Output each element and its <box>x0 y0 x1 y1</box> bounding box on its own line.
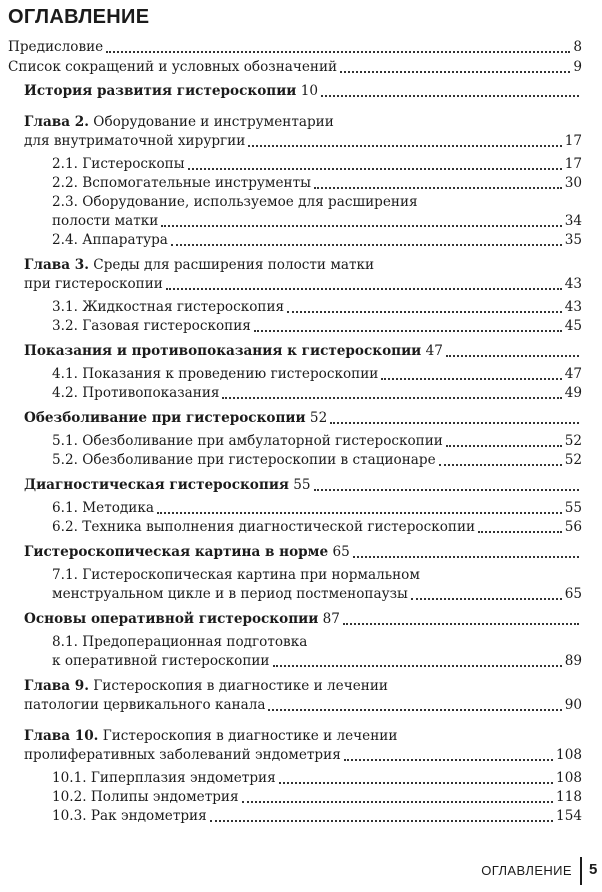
chapter-3-line1-label: Глава 3. <box>24 257 89 273</box>
chapter-2-section-1-page: 17 <box>564 156 582 172</box>
chapter-3-section-1-page: 43 <box>564 299 582 315</box>
chapter-10-section-3-page: 154 <box>556 808 582 824</box>
footer-divider <box>580 857 582 885</box>
chapter-10-section-1-title: 10.1. Гиперплазия эндометрия <box>52 770 276 786</box>
chapter-7-section-1-page: 65 <box>564 586 582 602</box>
chapter-5-section-2[interactable] <box>52 451 582 470</box>
chapter-10-line1-label: Глава 10. <box>24 728 99 744</box>
dot-leader <box>381 378 561 380</box>
chapter-9-line1: Глава 9. Гистероскопия в диагностике и лечении <box>24 678 388 694</box>
chapter-2-section-4[interactable] <box>52 231 582 250</box>
chapter-2-section-3-title: полости матки <box>52 213 159 229</box>
chapter-10-section-2-title: 10.2. Полипы эндометрия <box>52 789 239 805</box>
chapter-9-line1-label: Глава 9. <box>24 678 89 694</box>
chapter-4-section-2-title: 4.2. Противопоказания <box>52 385 220 401</box>
dot-leader <box>161 225 561 227</box>
chapter-2-section-4-title: 2.4. Аппаратура <box>52 232 168 248</box>
chapter-3-section-2-page: 45 <box>564 318 582 334</box>
chapter-3-section-2-title: 3.2. Газовая гистероскопия <box>52 318 251 334</box>
chapter-6-section-1-title: 6.1. Методика <box>52 500 154 516</box>
chapter-1-label: История развития гистероскопии <box>24 83 297 99</box>
chapter-6-section-1[interactable] <box>52 499 582 518</box>
dot-leader <box>330 422 579 424</box>
front-entry-0-title: Предисловие <box>8 39 104 55</box>
chapter-8-section-1-page: 89 <box>564 653 582 669</box>
chapter-6-section-2-page: 56 <box>564 519 582 535</box>
dot-leader <box>279 782 553 784</box>
running-header-label: ОГЛАВЛЕНИЕ <box>481 863 572 878</box>
chapter-4-title: Показания и противопоказания к гистероскопии 47 <box>24 343 443 359</box>
dot-leader <box>248 145 561 147</box>
front-entry-1-title: Список сокращений и условных обозначений <box>8 59 338 75</box>
dot-leader <box>446 445 562 447</box>
chapter-10-page: 108 <box>556 747 582 763</box>
chapter-7-title: Гистероскопическая картина в норме 65 <box>24 544 350 560</box>
chapter-7-section-1[interactable] <box>52 585 582 604</box>
dot-leader <box>446 355 579 357</box>
front-entry-1[interactable] <box>8 58 582 77</box>
chapter-8-section-1[interactable] <box>52 652 582 671</box>
chapter-10-line1: Глава 10. Гистероскопия в диагностике и лечении <box>24 728 398 744</box>
chapter-10-section-1-page: 108 <box>556 770 582 786</box>
dot-leader <box>343 623 579 625</box>
page-number: 5 <box>589 861 598 878</box>
chapter-3[interactable] <box>24 275 582 294</box>
chapter-7-section-1-line1: 7.1. Гистероскопическая картина при нормальном <box>52 567 420 583</box>
chapter-7[interactable] <box>24 543 582 562</box>
page-footer <box>0 857 602 885</box>
chapter-6-title: Диагностическая гистероскопия 55 <box>24 477 311 493</box>
chapter-10-section-2-page: 118 <box>556 789 582 805</box>
chapter-2-section-2-title: 2.2. Вспомогательные инструменты <box>52 175 311 191</box>
chapter-2-section-1-title: 2.1. Гистероскопы <box>52 156 185 172</box>
chapter-2[interactable] <box>24 132 582 151</box>
front-entry-0-page: 8 <box>573 39 582 55</box>
dot-leader <box>314 489 579 491</box>
chapter-2-section-1[interactable] <box>52 155 582 174</box>
chapter-10-section-3[interactable] <box>52 807 582 826</box>
chapter-3-title: при гистероскопии <box>24 276 163 292</box>
chapter-10-section-2[interactable] <box>52 788 582 807</box>
chapter-6-section-1-page: 55 <box>564 500 582 516</box>
dot-leader <box>411 598 562 600</box>
chapter-10-title: пролиферативных заболеваний эндометрия <box>24 747 341 763</box>
chapter-3-section-2[interactable] <box>52 317 582 336</box>
chapter-4-section-2[interactable] <box>52 384 582 403</box>
dot-leader <box>157 512 562 514</box>
front-entry-0[interactable] <box>8 38 582 57</box>
chapter-3-section-1[interactable] <box>52 298 582 317</box>
chapter-4-label: Показания и противопоказания к гистероскопии <box>24 343 422 359</box>
chapter-6-section-2[interactable] <box>52 518 582 537</box>
chapter-8[interactable] <box>24 610 582 629</box>
chapter-3-line1: Глава 3. Среды для расширения полости матки <box>24 257 375 273</box>
dot-leader <box>166 288 562 290</box>
chapter-9[interactable] <box>24 696 582 715</box>
chapter-8-title: Основы оперативной гистероскопии 87 <box>24 611 340 627</box>
dot-leader <box>222 397 561 399</box>
chapter-9-page: 90 <box>564 697 582 713</box>
chapter-4[interactable] <box>24 342 582 361</box>
chapter-6[interactable] <box>24 476 582 495</box>
chapter-5-section-2-page: 52 <box>564 452 582 468</box>
chapter-2-section-4-page: 35 <box>564 232 582 248</box>
dot-leader <box>353 556 579 558</box>
chapter-10[interactable] <box>24 746 582 765</box>
chapter-8-section-1-title: к оперативной гистероскопии <box>52 653 270 669</box>
chapter-6-label: Диагностическая гистероскопия <box>24 477 289 493</box>
chapter-5-label: Обезболивание при гистероскопии <box>24 410 306 426</box>
chapter-2-line1: Глава 2. Оборудование и инструментарии <box>24 114 334 130</box>
chapter-6-section-2-title: 6.2. Техника выполнения диагностической гистероскопии <box>52 519 476 535</box>
dot-leader <box>478 531 562 533</box>
page-heading: ОГЛАВЛЕНИЕ <box>8 6 150 28</box>
chapter-8-label: Основы оперативной гистероскопии <box>24 611 319 627</box>
dot-leader <box>268 709 561 711</box>
chapter-5-section-1-page: 52 <box>564 433 582 449</box>
dot-leader <box>439 464 562 466</box>
chapter-5-title: Обезболивание при гистероскопии 52 <box>24 410 328 426</box>
chapter-2-section-2-page: 30 <box>564 175 582 191</box>
chapter-7-label: Гистероскопическая картина в норме <box>24 544 329 560</box>
chapter-7-section-1-title: менструальном цикле и в период постменопаузы <box>52 586 408 602</box>
chapter-9-title: патологии цервикального канала <box>24 697 266 713</box>
dot-leader <box>287 311 562 313</box>
chapter-2-section-2[interactable] <box>52 174 582 193</box>
chapter-2-page: 17 <box>564 133 582 149</box>
chapter-5-section-1-title: 5.1. Обезболивание при амбулаторной гистероскопии <box>52 433 443 449</box>
chapter-3-section-1-title: 3.1. Жидкостная гистероскопия <box>52 299 285 315</box>
dot-leader <box>340 71 570 73</box>
chapter-2-section-3-line1: 2.3. Оборудование, используемое для расширения <box>52 194 418 210</box>
dot-leader <box>210 820 553 822</box>
chapter-1-title: История развития гистероскопии 10 <box>24 83 319 99</box>
dot-leader <box>242 801 553 803</box>
chapter-4-section-1-page: 47 <box>564 366 582 382</box>
dot-leader <box>273 665 562 667</box>
chapter-2-section-3-page: 34 <box>564 213 582 229</box>
chapter-3-page: 43 <box>564 276 582 292</box>
chapter-5-section-1[interactable] <box>52 432 582 451</box>
chapter-8-section-1-line1: 8.1. Предоперационная подготовка <box>52 634 308 650</box>
dot-leader <box>344 759 553 761</box>
dot-leader <box>106 51 570 53</box>
dot-leader <box>171 244 562 246</box>
chapter-2-title: для внутриматочной хирургии <box>24 133 246 149</box>
chapter-4-section-1-title: 4.1. Показания к проведению гистероскопии <box>52 366 379 382</box>
chapter-10-section-3-title: 10.3. Рак эндометрия <box>52 808 207 824</box>
chapter-5-section-2-title: 5.2. Обезболивание при гистероскопии в стационаре <box>52 452 436 468</box>
chapter-4-section-1[interactable] <box>52 365 582 384</box>
chapter-2-line1-label: Глава 2. <box>24 114 89 130</box>
dot-leader <box>314 187 562 189</box>
chapter-2-section-3[interactable] <box>52 212 582 231</box>
chapter-4-section-2-page: 49 <box>564 385 582 401</box>
dot-leader <box>188 168 562 170</box>
dot-leader <box>321 95 579 97</box>
chapter-10-section-1[interactable] <box>52 769 582 788</box>
chapter-1[interactable] <box>24 82 582 101</box>
dot-leader <box>254 330 562 332</box>
front-entry-1-page: 9 <box>573 59 582 75</box>
chapter-5[interactable] <box>24 409 582 428</box>
